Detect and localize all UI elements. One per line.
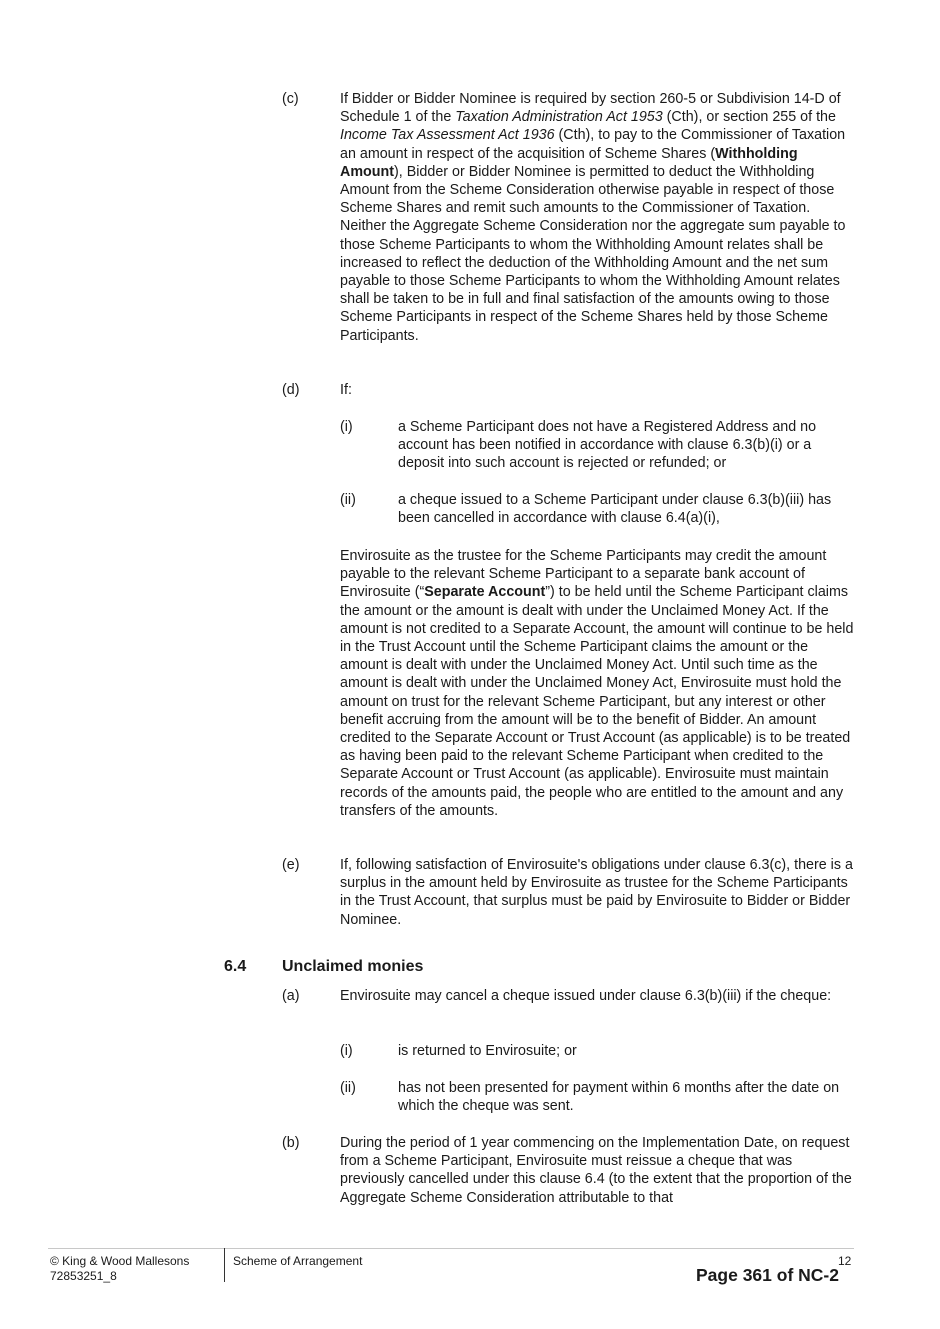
footer-copyright: © King & Wood Mallesons [50, 1254, 190, 1268]
act-title: Taxation Administration Act 1953 [455, 109, 663, 126]
defined-term: Separate Account [424, 584, 546, 601]
footer-page-number: 12 [838, 1254, 852, 1268]
footer-doc-id: 72853251_8 [50, 1269, 117, 1283]
clause-d-body: Envirosuite as the trustee for the Scheme Participants may credit the amount payable to the relevant Scheme Participant to a separate bank account of Envirosuite (“Separate Account”) to be held until the Scheme Participant claims the amount or the amount is dealt with under the Unclaimed Money Act. If the amount is not credited to a Separate Account, the amount will continue to be held in the Trust Account until the Scheme Participant claims the amount or the amount is dealt with under the Unclaimed Money Act. Until such time as the amount is dealt with under the Unclaimed Money Act, Envirosuite must hold the amount on trust for the relevant Scheme Participant, but any interest or other benefit accruing from the amount will be to the benefit of Bidder. An amount credited to the Separate Account or Trust Account (as applicable) is to be treated as having been paid to the relevant Scheme Participant when credited to the Separate Account or Trust Account (as applicable). Envirosuite must maintain records of the amounts paid, the people who are entitled to the amount and any transfers of the amounts. [340, 548, 854, 819]
clause-6-4-a-label: (a) [282, 988, 300, 1004]
clause-6-4-a-ii-label: (ii) [340, 1080, 356, 1096]
clause-d-i-label: (i) [340, 419, 353, 435]
clause-6-4-a-text: Envirosuite may cancel a cheque issued under clause 6.3(b)(iii) if the cheque: [340, 988, 832, 1004]
section-title: Unclaimed monies [282, 958, 424, 975]
clause-6-4-b-text: During the period of 1 year commencing on the Implementation Date, on request from a Scheme Participant, Envirosuite must reissue a cheque that was previously cancelled under this clause 6.4 (to the extent that the proportion of the Aggregate Scheme Consideration attributable to that [340, 1135, 852, 1206]
clause-d-i-text: a Scheme Participant does not have a Registered Address and no account has been notified in accordance with clause 6.3(b)(i) or a deposit into such account is rejected or refunded; or [398, 419, 817, 472]
clause-e-text: If, following satisfaction of Envirosuite's obligations under clause 6.3(c), there is a surplus in the amount held by Envirosuite as trustee for the Scheme Participants in the Trust Account, that surplus must be paid by Envirosuite to Bidder or Bidder Nominee. [340, 857, 853, 928]
footer-rule [48, 1248, 854, 1249]
clause-6-4-a-i-text: is returned to Envirosuite; or [398, 1043, 577, 1059]
defined-term: Withholding Amount [340, 145, 798, 180]
clause-d-intro: If: [340, 382, 352, 398]
footer-divider [224, 1248, 225, 1282]
clause-d-ii-text: a cheque issued to a Scheme Participant under clause 6.3(b)(iii) has been cancelled in accordance with clause 6.4(a)(i), [398, 492, 832, 527]
clause-6-4-a-i-label: (i) [340, 1043, 353, 1059]
section-number: 6.4 [224, 958, 247, 975]
clause-e-label: (e) [282, 857, 300, 873]
act-title: Income Tax Assessment Act 1936 [340, 127, 555, 144]
clause-6-4-b-label: (b) [282, 1135, 300, 1151]
clause-c-text: If Bidder or Bidder Nominee is required by section 260-5 or Subdivision 14-D of Schedule 1 of the Taxation Administration Act 1953 (Cth), or section 255 of the Income Tax Assessment Act 1936 (Cth), to pay to the Commissioner of Taxation an amount in respect of the acquisition of Scheme Shares (Withholding Amount), Bidder or Bidder Nominee is permitted to deduct the Withholding Amount from the Scheme Consideration otherwise payable in respect of those Scheme Shares and remit such amounts to the Commissioner of Taxation. Neither the Aggregate Scheme Consideration nor the aggregate sum payable to those Scheme Participants to whom the Withholding Amount relates shall be increased to reflect the deduction of the Withholding Amount and the net sum payable to those Scheme Participants to whom the Withholding Amount relates shall be taken to be in full and final satisfaction of the amounts owing to those Scheme Participants in respect of the Scheme Shares held by those Scheme Participants. [340, 91, 846, 344]
footer-doc-title: Scheme of Arrangement [233, 1254, 363, 1268]
clause-d-label: (d) [282, 382, 300, 398]
page-stamp: Page 361 of NC-2 [696, 1265, 839, 1285]
clause-6-4-a-ii-text: has not been presented for payment within 6 months after the date on which the cheque was sent. [398, 1080, 840, 1115]
clause-d-ii-label: (ii) [340, 492, 356, 508]
clause-c-label: (c) [282, 91, 299, 107]
